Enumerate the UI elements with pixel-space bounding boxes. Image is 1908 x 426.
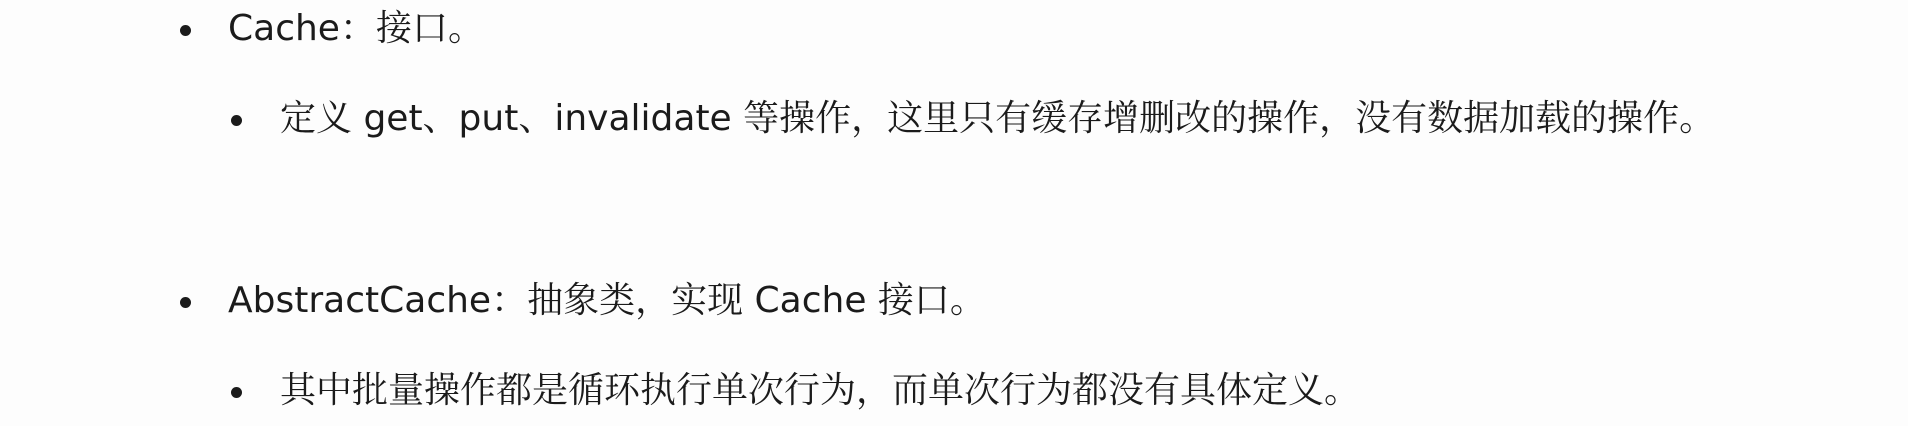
list-item-text: Cache：接口。 — [228, 8, 484, 49]
bullet-dot — [231, 115, 242, 126]
list-item-text: 定义 get、put、invalidate 等操作，这里只有缓存增删改的操作，没有数据加载的操作。 — [280, 98, 1716, 139]
list-item-cache-detail — [280, 94, 1715, 144]
bullet-dot — [231, 387, 242, 398]
list-item-abstract-cache — [228, 276, 986, 326]
list-item-text: AbstractCache：抽象类，实现 Cache 接口。 — [228, 280, 986, 321]
bullet-dot — [180, 297, 191, 308]
list-item-cache — [228, 4, 484, 54]
list-item-abstract-cache-detail — [280, 366, 1360, 416]
bullet-dot — [180, 25, 191, 36]
list-item-text: 其中批量操作都是循环执行单次行为，而单次行为都没有具体定义。 — [280, 370, 1361, 411]
